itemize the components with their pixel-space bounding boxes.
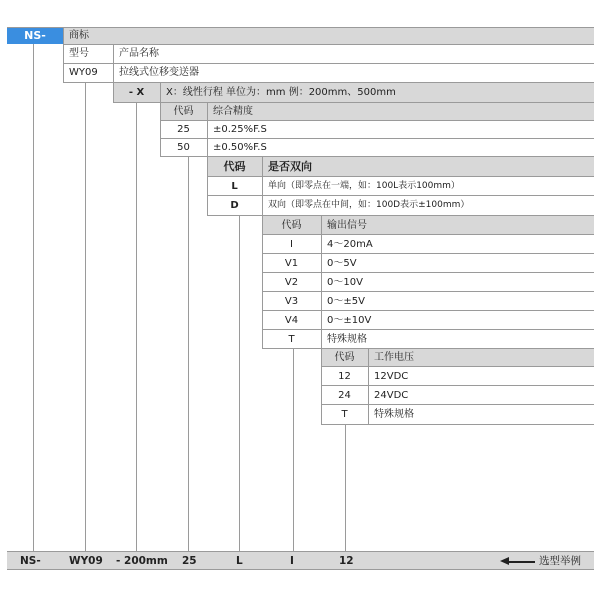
- leader-line: [188, 157, 189, 551]
- rule: [207, 176, 594, 177]
- arrow-shaft: [507, 561, 535, 563]
- output-value: 4～20mA: [327, 239, 373, 250]
- output-code: V4: [284, 315, 299, 326]
- output-title: 输出信号: [321, 216, 594, 235]
- stroke-description: X：线性行程 单位为：mm 例：200mm、500mm: [160, 83, 594, 102]
- leader-line: [136, 102, 137, 551]
- output-code-header: 代码: [262, 216, 321, 235]
- voltage-code-header: 代码: [321, 348, 368, 367]
- leader-line: [239, 215, 240, 551]
- rule: [321, 366, 594, 367]
- example-label: 选型举例: [539, 555, 581, 567]
- model-value: WY09: [69, 67, 98, 78]
- output-value: 0～±5V: [327, 296, 365, 307]
- divider: [262, 156, 263, 349]
- example-prefix: NS-: [20, 555, 41, 567]
- divider: [160, 82, 161, 157]
- rule: [262, 291, 594, 292]
- voltage-code: 24: [338, 390, 351, 401]
- divider: [368, 348, 369, 425]
- leader-line: [85, 83, 86, 551]
- product-label: 产品名称: [119, 48, 159, 59]
- leader-line: [33, 44, 34, 551]
- direction-value: 双向（即零点在中间，如：100D表示±100mm）: [268, 200, 470, 210]
- rule: [160, 156, 594, 157]
- rule: [113, 102, 594, 103]
- divider: [207, 102, 208, 216]
- direction-value: 单向（即零点在一端，如：100L表示100mm）: [268, 181, 460, 191]
- rule: [262, 329, 594, 330]
- rule: [321, 404, 594, 405]
- accuracy-value: ±0.50%F.S: [213, 142, 267, 153]
- rule: [63, 44, 594, 45]
- stroke-code: - X: [113, 83, 160, 102]
- output-code: V2: [284, 277, 299, 288]
- voltage-value: 24VDC: [374, 390, 409, 401]
- rule: [7, 27, 594, 28]
- leader-line: [345, 425, 346, 551]
- output-value: 0～5V: [327, 258, 357, 269]
- example-output: I: [290, 555, 294, 567]
- rule: [321, 424, 594, 425]
- direction-code: L: [231, 181, 238, 192]
- direction-code-header: 代码: [207, 157, 262, 176]
- rule: [262, 253, 594, 254]
- output-code: V3: [284, 296, 299, 307]
- leader-line: [293, 349, 294, 551]
- accuracy-title: 综合精度: [207, 103, 594, 120]
- accuracy-code: 50: [177, 142, 190, 153]
- output-code: I: [290, 239, 293, 250]
- ns-prefix-label: NS-: [7, 27, 63, 44]
- model-label: 型号: [69, 48, 89, 59]
- output-value: 0～10V: [327, 277, 363, 288]
- voltage-value: 12VDC: [374, 371, 409, 382]
- rule: [262, 272, 594, 273]
- rule: [262, 234, 594, 235]
- rule: [207, 195, 594, 196]
- rule: [160, 138, 594, 139]
- output-code: V1: [284, 258, 299, 269]
- direction-title: 是否双向: [262, 157, 594, 176]
- example-model: WY09: [69, 555, 103, 567]
- rule: [63, 63, 594, 64]
- rule: [207, 215, 594, 216]
- voltage-value: 特殊规格: [374, 409, 414, 420]
- rule: [262, 310, 594, 311]
- example-accuracy: 25: [182, 555, 197, 567]
- output-code: T: [288, 334, 295, 345]
- voltage-code: T: [341, 409, 348, 420]
- example-voltage: 12: [339, 555, 354, 567]
- accuracy-code-header: 代码: [160, 103, 207, 120]
- accuracy-code: 25: [177, 124, 190, 135]
- divider: [113, 44, 114, 103]
- voltage-code: 12: [338, 371, 351, 382]
- divider: [321, 215, 322, 425]
- voltage-title: 工作电压: [368, 348, 594, 367]
- divider: [63, 27, 64, 83]
- rule: [63, 82, 594, 83]
- output-value: 0～±10V: [327, 315, 372, 326]
- rule: [321, 385, 594, 386]
- rule: [262, 348, 594, 349]
- direction-code: D: [230, 200, 239, 211]
- example-direction: L: [236, 555, 243, 567]
- output-value: 特殊规格: [327, 334, 367, 345]
- rule: [160, 120, 594, 121]
- brand-header: 商标: [63, 27, 594, 44]
- accuracy-value: ±0.25%F.S: [213, 124, 267, 135]
- product-value: 拉线式位移变送器: [119, 67, 199, 78]
- example-stroke: - 200mm: [116, 555, 168, 567]
